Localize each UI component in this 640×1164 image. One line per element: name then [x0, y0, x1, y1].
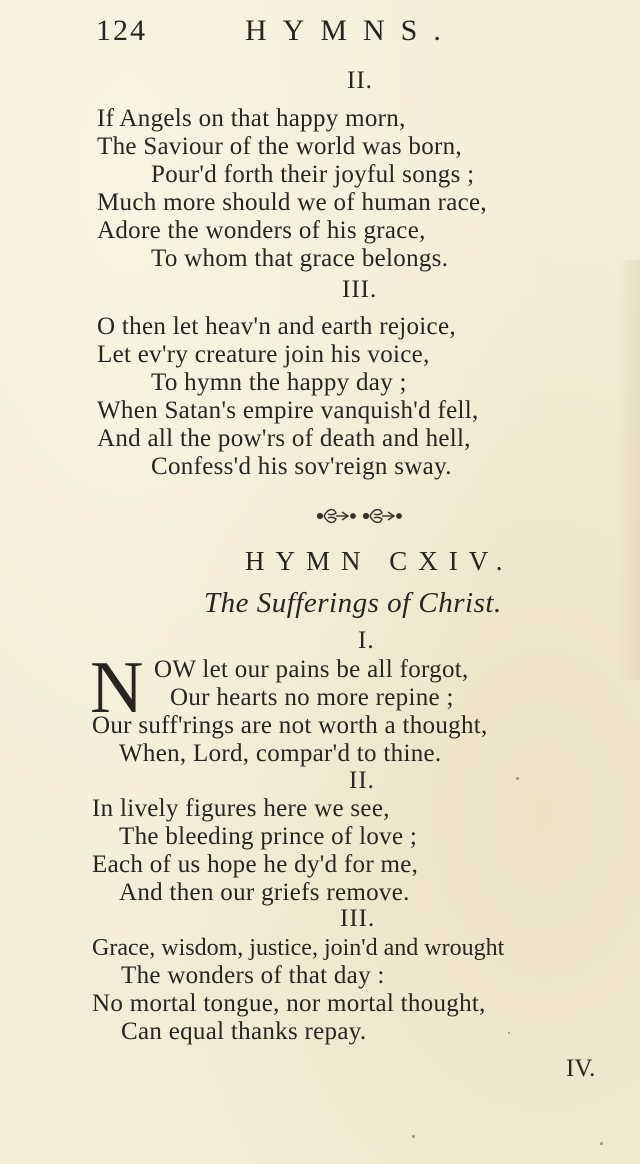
verse-line: Each of us hope he dy'd for me, — [92, 851, 419, 878]
stanza-number: II. — [349, 767, 375, 794]
verse-line: OW let our pains be all forgot, — [154, 656, 469, 683]
verse-line: The Saviour of the world was born, — [97, 133, 462, 160]
page-edge-shadow — [618, 260, 640, 680]
stanza-number: I. — [358, 627, 375, 654]
paper-speck — [412, 1135, 415, 1138]
stanza-number: III. — [340, 905, 376, 932]
paper-speck — [516, 777, 519, 780]
verse-line: Can equal thanks repay. — [121, 1018, 367, 1045]
ornament-fleuron-right — [364, 510, 402, 523]
verse-line: In lively figures here we see, — [92, 795, 390, 822]
verse-line: To hymn the happy day ; — [151, 369, 407, 396]
stanza-number: III. — [342, 276, 378, 303]
verse-line: Our suff'rings are not worth a thought, — [92, 712, 488, 739]
page-number: 124 — [96, 14, 147, 47]
verse-line: Pour'd forth their joyful songs ; — [151, 161, 475, 188]
verse-line: And all the pow'rs of death and hell, — [97, 425, 471, 452]
verse-line: Confess'd his sov'reign sway. — [151, 453, 452, 480]
verse-line: If Angels on that happy morn, — [97, 105, 406, 132]
verse-line: The wonders of that day : — [121, 962, 385, 989]
verse-line: Adore the wonders of his grace, — [97, 217, 426, 244]
drop-cap: N — [90, 647, 144, 729]
verse-line: Let ev'ry creature join his voice, — [97, 341, 430, 368]
paper-speck — [600, 1142, 603, 1145]
verse-line: O then let heav'n and earth rejoice, — [97, 313, 456, 340]
stanza-number: II. — [347, 67, 373, 94]
verse-line: Much more should we of human race, — [97, 189, 487, 216]
verse-line: And then our griefs remove. — [119, 879, 410, 906]
verse-line: To whom that grace belongs. — [151, 245, 449, 272]
hymn-subtitle: The Sufferings of Christ. — [204, 587, 502, 619]
verse-line: When, Lord, compar'd to thine. — [119, 740, 442, 767]
verse-line: Our hearts no more repine ; — [170, 684, 454, 711]
catchword: IV. — [566, 1055, 596, 1082]
verse-line: When Satan's empire vanquish'd fell, — [97, 397, 479, 424]
verse-line: No mortal tongue, nor mortal thought, — [92, 990, 486, 1017]
verse-line: Grace, wisdom, justice, join'd and wrought — [92, 935, 505, 961]
printers-ornament — [315, 503, 407, 529]
verse-line: The bleeding prince of love ; — [119, 823, 418, 850]
ornament-fleuron-left — [318, 510, 356, 523]
paper-speck — [508, 1032, 510, 1034]
running-title: HYMNS. — [245, 14, 457, 47]
hymn-heading: HYMN CXIV. — [245, 546, 514, 576]
